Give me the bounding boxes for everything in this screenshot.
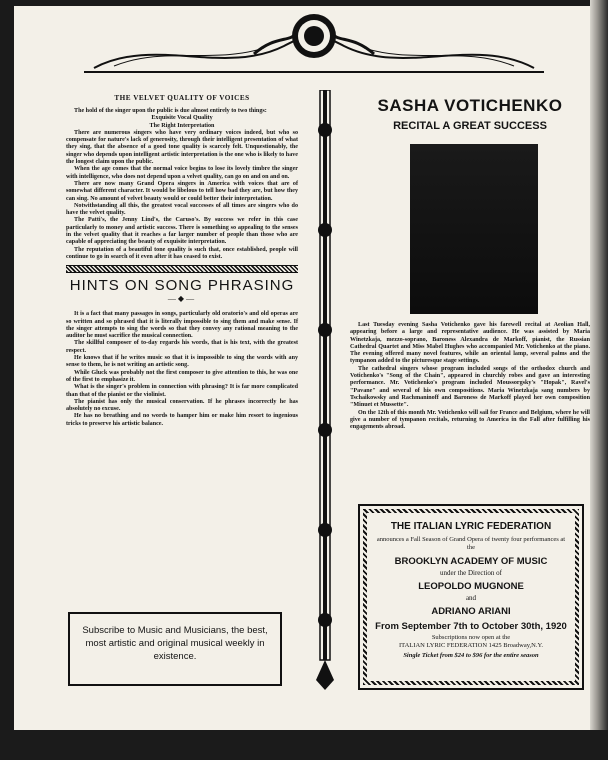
hints-paragraph: The skillful composer of to-day regards his words, that is his text, with the greatest respect. [66, 340, 298, 354]
ad-border [363, 509, 579, 685]
hints-paragraph: The pianist has only the musical conservation. If he phrases incorrectly he has absolutely no excuse. [66, 398, 298, 413]
article-paragraph: The cathedral singers whose program included songs of the orthodox church and Votichenko's "Song of the Chain", appeared in churchly robes and gave an interesting performance. Mr. Votichenko's program included Moussorgsky's "Hopak", Ravel's "Pavane" and several of his own compositions. Maria Winetzkaja sang numbers by Tschaikowsky and Rachmaninoff and Baroness de Markoff played her own composition "Minuet et Mussette". [350, 365, 590, 409]
hatched-rule [66, 265, 298, 273]
ad-director: LEOPOLDO MUGNONE [418, 581, 524, 592]
left-column [66, 90, 298, 428]
right-column [350, 90, 590, 431]
hints-paragraph: What is the singer's problem in connection with phrasing? It is far more complicated than that of the pianist or the violinist. [66, 384, 298, 398]
article-headline: SASHA VOTICHENKO [377, 96, 563, 115]
velvet-paragraph: There are numerous singers who have very ordinary voices indeed, but who so compensate for nature's lack of generosity, through their intelligent presentation of what they sing, that the absence of a good tone quality is scarcely felt. Unquestionably, the singer who depends upon intelligent artistic interpretation is the one who is likely to have the longest claim upon the public. [66, 129, 298, 166]
velvet-paragraph: There are now many Grand Opera singers in America with voices that are of somewhat different character. It would be libelous to tell how bad they are, but how they can sing. No amount of velvet beauty would or could better their interpretation. [66, 180, 298, 202]
flourish-ornament: —◆— [167, 294, 197, 304]
hints-paragraph: It is a fact that many passages in songs, particularly old oratorio's and old operas are so written and so phrased that it is literally impossible to sing them and make sense. If the singer attempts to sing the words so that they convey any rational meaning to the auditor he must sacrifice the musical connection. [66, 311, 298, 340]
hints-paragraph: He has no breathing and no words to hamper him or make him resort to ingenious tricks to preserve his artistic balance. [66, 413, 298, 427]
article-paragraph: Last Tuesday evening Sasha Votichenko gave his farewell recital at Aeolian Hall, appearing before a large and representative audience. He was assisted by Maria Winetzkaja, mezzo-soprano, Baroness Alexandra de Markoff, pianist, the Russian Cathedral Quartet and Miss Mabel Hughes who accompanied Mr. Votichenko at the piano. The evening offered many novel features, while an oriental lamp, several palms and the tympanon added to the picturesque stage settings. [350, 322, 590, 365]
opera-advertisement [358, 504, 584, 690]
ad-and: and [465, 594, 477, 602]
ad-prices: Single Ticket from $24 to $96 for the entire season [403, 652, 539, 659]
ad-line: under the Direction of [439, 569, 502, 577]
hints-paragraph: He knows that if he writes music so that it is impossible to sing the words with any sense to them, he is not writing an artistic song. [66, 355, 298, 369]
ad-line: announces a Fall Season of Grand Opera of twenty four performances at the [376, 536, 566, 551]
velvet-point: The Right Interpretation [149, 122, 215, 129]
hints-paragraph: While Gluck was probably not the first composer to give attention to this, he was one of the first to emphasize it. [66, 369, 298, 383]
ad-dates: From September 7th to October 30th, 1920 [375, 621, 567, 632]
article-paragraph: On the 12th of this month Mr. Votichenko will sail for France and Belgium, where he will give a number of tympanon recitals, returning to America in the Fall after fulfilling his engagements abroad. [350, 409, 590, 431]
ad-subscriptions: Subscriptions now open at the [431, 634, 511, 641]
newspaper-page [14, 6, 590, 730]
subscribe-text: Subscribe to Music and Musicians, the best, most artistic and original musical weekly in existence. [82, 625, 268, 662]
header-ornament [74, 6, 554, 78]
velvet-paragraph: Notwithstanding all this, the greatest vocal successes of all times are singers who do have the velvet quality. [66, 202, 298, 217]
subscribe-box [68, 612, 282, 686]
velvet-paragraph: When the age comes that the normal voice begins to lose its lovely timbre the singer with intelligence, who does not depend upon a velvet quality, can go on and on and on. [66, 166, 298, 180]
velvet-point: Exquisite Vocal Quality [151, 115, 213, 122]
velvet-paragraph: The Patti's, the Jenny Lind's, the Caruso's. By success we refer in this case particularly to money and artistic success. There is something so appealing to the senses in the velvet quality that it reaches a far larger number of people than those who are capable of appreciating the beauty of exquisite interpretation. [66, 217, 298, 246]
velvet-paragraph: The reputation of a beautiful tone quality is such that, once established, people will continue to go in search of it even after it has ceased to exist. [66, 246, 298, 260]
article-body [350, 322, 590, 431]
hints-title: HINTS ON SONG PHRASING [69, 277, 295, 295]
velvet-intro: The hold of the singer upon the public is due almost entirely to two things: [74, 108, 267, 114]
ad-title: THE ITALIAN LYRIC FEDERATION [390, 521, 552, 532]
ad-address: ITALIAN LYRIC FEDERATION 1425 Broadway,N.Y. [399, 642, 543, 649]
velvet-title: THE VELVET QUALITY OF VOICES [114, 94, 250, 102]
scan-shadow [0, 730, 608, 760]
ad-director: ADRIANO ARIANI [431, 606, 511, 617]
portrait-photo [410, 144, 538, 314]
ad-venue: BROOKLYN ACADEMY OF MUSIC [394, 556, 548, 567]
column-divider-ornament [310, 90, 340, 690]
article-subhead: RECITAL A GREAT SUCCESS [393, 120, 547, 132]
page-edge [590, 0, 608, 760]
